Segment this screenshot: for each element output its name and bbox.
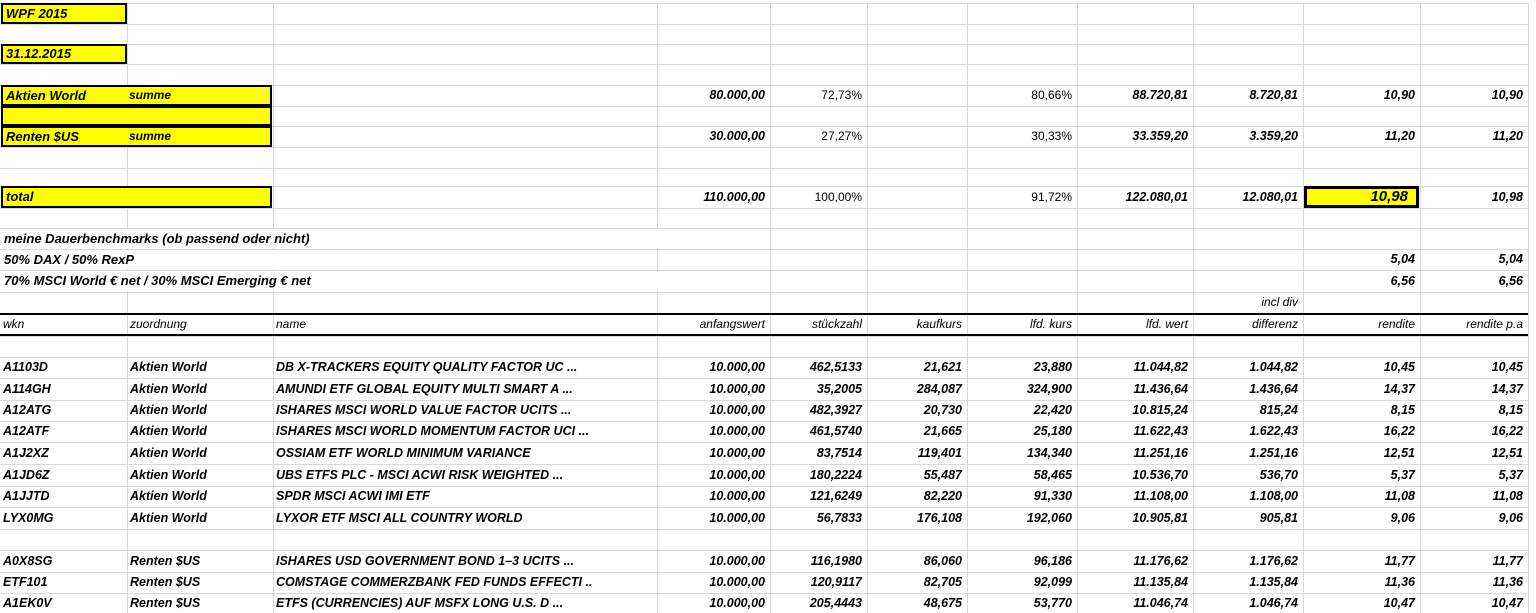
fund-anfangswert[interactable]: 10.000,00: [709, 360, 765, 374]
aktien-rendite-pa[interactable]: 10,90: [1491, 88, 1523, 102]
fund-rendite-pa[interactable]: 12,51: [1491, 446, 1523, 460]
fund-lfd-wert[interactable]: 11.436,64: [1133, 382, 1188, 396]
fund-name[interactable]: COMSTAGE COMMERZBANK FED FUNDS EFFECTI ..: [276, 575, 593, 589]
fund-lfd-wert[interactable]: 11.046,74: [1133, 596, 1188, 610]
fund-kaufkurs[interactable]: 21,621: [923, 360, 962, 374]
fund-rendite-pa[interactable]: 10,45: [1491, 360, 1523, 374]
gridline-h: [0, 147, 1528, 148]
benchmark-dax-rexp-label[interactable]: 50% DAX / 50% RexP: [0, 250, 274, 269]
aktien-lfd-wert[interactable]: 88.720,81: [1132, 88, 1188, 102]
col-header-zuordnung[interactable]: zuordnung: [130, 317, 187, 331]
fund-kaufkurs[interactable]: 86,060: [923, 554, 962, 568]
summary-aktien-label: Aktien World: [6, 88, 86, 103]
fund-anfangswert[interactable]: 10.000,00: [709, 596, 765, 610]
fund-rendite-pa[interactable]: 11,36: [1492, 575, 1523, 589]
col-header-st-ckzahl[interactable]: stückzahl: [811, 317, 862, 331]
fund-wkn[interactable]: ETF101: [3, 575, 48, 589]
fund-zuordnung[interactable]: Aktien World: [130, 360, 207, 374]
aktien-anfangswert[interactable]: 80.000,00: [709, 88, 765, 102]
fund-wkn[interactable]: LYX0MG: [3, 511, 54, 525]
total-label-cell[interactable]: [1, 186, 272, 208]
fund-anfangswert[interactable]: 10.000,00: [709, 511, 765, 525]
total-rendite-pa[interactable]: 10,98: [1491, 190, 1523, 204]
fund-differenz[interactable]: 1.044,82: [1249, 360, 1298, 374]
renten-anteil-lfd[interactable]: 30,33%: [1031, 129, 1072, 143]
fund-rendite-pa[interactable]: 11,08: [1492, 489, 1523, 503]
fund-differenz[interactable]: 1.046,74: [1249, 596, 1298, 610]
fund-name[interactable]: LYXOR ETF MSCI ALL COUNTRY WORLD: [276, 511, 523, 525]
fund-kaufkurs[interactable]: 21,665: [923, 424, 962, 438]
fund-name[interactable]: DB X-TRACKERS EQUITY QUALITY FACTOR UC ...: [276, 360, 578, 374]
gridline-h: [0, 208, 1528, 209]
renten-lfd-wert[interactable]: 33.359,20: [1132, 129, 1188, 143]
fund-wkn[interactable]: A1103D: [3, 360, 48, 374]
fund-stueckzahl[interactable]: 56,7833: [816, 511, 862, 525]
fund-stueckzahl[interactable]: 116,1980: [810, 554, 862, 568]
fund-rendite-pa[interactable]: 16,22: [1491, 424, 1523, 438]
fund-rendite[interactable]: 8,15: [1390, 403, 1415, 417]
summary-spacer-cell[interactable]: [1, 106, 272, 126]
fund-stueckzahl[interactable]: 35,2005: [816, 382, 862, 396]
total-anteil[interactable]: 100,00%: [814, 190, 862, 204]
gridline-v: [273, 3, 274, 613]
fund-name[interactable]: AMUNDI ETF GLOBAL EQUITY MULTI SMART A ...: [276, 382, 573, 396]
fund-rendite-pa[interactable]: 9,06: [1498, 511, 1523, 525]
fund-stueckzahl[interactable]: 83,7514: [816, 446, 862, 460]
fund-zuordnung[interactable]: Renten $US: [130, 596, 201, 610]
fund-stueckzahl[interactable]: 482,3927: [809, 403, 862, 417]
fund-wkn[interactable]: A1JJTD: [3, 489, 50, 503]
fund-name[interactable]: ISHARES USD GOVERNMENT BOND 1–3 UCITS ...: [276, 554, 574, 568]
fund-anfangswert[interactable]: 10.000,00: [709, 403, 765, 417]
fund-anfangswert[interactable]: 10.000,00: [709, 424, 765, 438]
gridline-h: [0, 24, 1528, 25]
col-header-name[interactable]: name: [276, 317, 307, 331]
fund-rendite[interactable]: 12,51: [1383, 446, 1415, 460]
fund-rendite[interactable]: 11,36: [1384, 575, 1415, 589]
summary-renten-sublabel: summe: [129, 129, 172, 143]
incl-div-note: incl div: [1261, 295, 1298, 309]
fund-rendite[interactable]: 9,06: [1390, 511, 1415, 525]
fund-kaufkurs[interactable]: 176,108: [916, 511, 962, 525]
fund-kaufkurs[interactable]: 119,401: [917, 446, 962, 460]
gridline-h: [0, 336, 1528, 337]
fund-lfd-kurs[interactable]: 92,099: [1033, 575, 1072, 589]
gridline-v: [1528, 3, 1529, 613]
col-header-lfd-wert[interactable]: lfd. wert: [1145, 317, 1188, 331]
fund-stueckzahl[interactable]: 120,9117: [810, 575, 862, 589]
fund-name[interactable]: ISHARES MSCI WORLD VALUE FACTOR UCITS ...: [276, 403, 572, 417]
page-title: WPF 2015: [6, 6, 68, 21]
fund-wkn[interactable]: A0X8SG: [3, 554, 53, 568]
fund-stueckzahl[interactable]: 180,2224: [809, 468, 862, 482]
fund-anfangswert[interactable]: 10.000,00: [709, 446, 765, 460]
fund-lfd-kurs[interactable]: 58,465: [1033, 468, 1072, 482]
fund-rendite-pa[interactable]: 11,77: [1492, 554, 1523, 568]
fund-rendite[interactable]: 11,08: [1384, 489, 1415, 503]
fund-zuordnung[interactable]: Aktien World: [130, 489, 207, 503]
fund-kaufkurs[interactable]: 82,705: [923, 575, 962, 589]
fund-kaufkurs[interactable]: 82,220: [923, 489, 962, 503]
date-cell[interactable]: [1, 44, 127, 64]
fund-rendite[interactable]: 10,47: [1383, 596, 1415, 610]
fund-zuordnung[interactable]: Renten $US: [130, 554, 201, 568]
total-rendite-highlight[interactable]: 10,98: [1304, 186, 1419, 208]
benchmark-dax-rexp-rendite-pa[interactable]: 5,04: [1498, 252, 1523, 266]
fund-differenz[interactable]: 1.436,64: [1249, 382, 1298, 396]
col-header-anfangswert[interactable]: anfangswert: [699, 317, 765, 331]
fund-differenz[interactable]: 1.251,16: [1249, 446, 1298, 460]
fund-lfd-wert[interactable]: 11.622,43: [1133, 424, 1188, 438]
fund-anfangswert[interactable]: 10.000,00: [709, 554, 765, 568]
fund-kaufkurs[interactable]: 20,730: [923, 403, 962, 417]
fund-lfd-wert[interactable]: 10.905,81: [1132, 511, 1188, 525]
summary-renten-label-cell[interactable]: [1, 126, 272, 147]
fund-lfd-kurs[interactable]: 23,880: [1033, 360, 1072, 374]
fund-anfangswert[interactable]: 10.000,00: [709, 489, 765, 503]
benchmarks-heading[interactable]: meine Dauerbenchmarks (ob passend oder nicht): [0, 229, 659, 248]
fund-wkn[interactable]: A114GH: [3, 382, 51, 396]
summary-aktien-label-cell[interactable]: [1, 85, 272, 106]
total-label: total: [6, 189, 34, 204]
fund-wkn[interactable]: A1J2XZ: [3, 446, 49, 460]
benchmark-msci-label[interactable]: 70% MSCI World € net / 30% MSCI Emerging € net: [0, 271, 659, 291]
gridline-h: [0, 44, 1528, 45]
gridline-h: [0, 3, 1528, 4]
col-header-lfd-kurs[interactable]: lfd. kurs: [1029, 317, 1072, 331]
renten-rendite[interactable]: 11,20: [1384, 129, 1415, 143]
fund-stueckzahl[interactable]: 121,6249: [809, 489, 862, 503]
gridline-h: [0, 168, 1528, 169]
col-header-kaufkurs[interactable]: kaufkurs: [916, 317, 962, 331]
total-differenz[interactable]: 12.080,01: [1242, 190, 1298, 204]
fund-lfd-wert[interactable]: 11.044,82: [1133, 360, 1188, 374]
fund-zuordnung[interactable]: Aktien World: [130, 468, 207, 482]
fund-lfd-kurs[interactable]: 134,340: [1026, 446, 1072, 460]
renten-anfangswert[interactable]: 30.000,00: [709, 129, 765, 143]
fund-lfd-kurs[interactable]: 324,900: [1026, 382, 1072, 396]
fund-lfd-wert[interactable]: 10.536,70: [1132, 468, 1188, 482]
col-header-rendite[interactable]: rendite: [1378, 317, 1415, 331]
fund-rendite[interactable]: 14,37: [1383, 382, 1415, 396]
summary-aktien-sublabel: summe: [129, 88, 172, 102]
summary-renten-label: Renten $US: [6, 129, 79, 144]
fund-zuordnung[interactable]: Aktien World: [130, 511, 207, 525]
fund-anfangswert[interactable]: 10.000,00: [709, 468, 765, 482]
benchmark-msci-rendite[interactable]: 6,56: [1390, 274, 1415, 288]
fund-lfd-wert[interactable]: 11.251,16: [1133, 446, 1188, 460]
fund-rendite[interactable]: 16,22: [1383, 424, 1415, 438]
total-anfangswert[interactable]: 110.000,00: [703, 190, 765, 204]
total-lfd-wert[interactable]: 122.080,01: [1125, 190, 1188, 204]
fund-name[interactable]: UBS ETFS PLC - MSCI ACWI RISK WEIGHTED ...: [276, 468, 564, 482]
fund-zuordnung[interactable]: Aktien World: [130, 403, 207, 417]
fund-differenz[interactable]: 815,24: [1259, 403, 1298, 417]
fund-zuordnung[interactable]: Aktien World: [130, 382, 207, 396]
fund-lfd-kurs[interactable]: 91,330: [1033, 489, 1072, 503]
fund-rendite[interactable]: 5,37: [1390, 468, 1415, 482]
fund-name[interactable]: OSSIAM ETF WORLD MINIMUM VARIANCE: [276, 446, 531, 460]
renten-anteil[interactable]: 27,27%: [821, 129, 862, 143]
col-header-wkn[interactable]: wkn: [3, 317, 25, 331]
fund-lfd-wert[interactable]: 11.108,00: [1133, 489, 1188, 503]
fund-zuordnung[interactable]: Renten $US: [130, 575, 201, 589]
benchmark-dax-rexp-rendite[interactable]: 5,04: [1390, 252, 1415, 266]
fund-rendite[interactable]: 11,77: [1384, 554, 1415, 568]
fund-rendite-pa[interactable]: 5,37: [1498, 468, 1523, 482]
gridline-h: [0, 64, 1528, 65]
fund-rendite-pa[interactable]: 14,37: [1491, 382, 1523, 396]
fund-lfd-kurs[interactable]: 53,770: [1033, 596, 1072, 610]
fund-name[interactable]: ISHARES MSCI WORLD MOMENTUM FACTOR UCI ...: [276, 424, 589, 438]
fund-lfd-wert[interactable]: 11.135,84: [1133, 575, 1188, 589]
renten-differenz[interactable]: 3.359,20: [1249, 129, 1298, 143]
fund-kaufkurs[interactable]: 48,675: [923, 596, 962, 610]
total-anteil-lfd[interactable]: 91,72%: [1031, 190, 1072, 204]
fund-differenz[interactable]: 1.622,43: [1249, 424, 1298, 438]
fund-rendite[interactable]: 10,45: [1383, 360, 1415, 374]
fund-lfd-kurs[interactable]: 96,186: [1033, 554, 1072, 568]
fund-stueckzahl[interactable]: 205,4443: [809, 596, 862, 610]
fund-rendite-pa[interactable]: 10,47: [1491, 596, 1523, 610]
aktien-anteil-lfd[interactable]: 80,66%: [1031, 88, 1072, 102]
fund-lfd-kurs[interactable]: 25,180: [1033, 424, 1072, 438]
fund-lfd-kurs[interactable]: 192,060: [1026, 511, 1072, 525]
fund-zuordnung[interactable]: Aktien World: [130, 424, 207, 438]
fund-kaufkurs[interactable]: 284,087: [916, 382, 962, 396]
fund-differenz[interactable]: 1.135,84: [1249, 575, 1298, 589]
fund-lfd-wert[interactable]: 11.176,62: [1133, 554, 1188, 568]
renten-rendite-pa[interactable]: 11,20: [1492, 129, 1523, 143]
fund-wkn[interactable]: A12ATG: [3, 403, 52, 417]
fund-name[interactable]: ETFS (CURRENCIES) AUF MSFX LONG U.S. D ...: [276, 596, 564, 610]
aktien-rendite[interactable]: 10,90: [1383, 88, 1415, 102]
fund-stueckzahl[interactable]: 461,5740: [809, 424, 862, 438]
aktien-anteil[interactable]: 72,73%: [821, 88, 862, 102]
fund-lfd-wert[interactable]: 10.815,24: [1132, 403, 1188, 417]
gridline-h: [0, 529, 1528, 530]
fund-kaufkurs[interactable]: 55,487: [923, 468, 962, 482]
col-header-rendite-p-a[interactable]: rendite p.a: [1466, 317, 1523, 331]
fund-name[interactable]: SPDR MSCI ACWI IMI ETF: [276, 489, 430, 503]
fund-anfangswert[interactable]: 10.000,00: [709, 575, 765, 589]
fund-lfd-kurs[interactable]: 22,420: [1033, 403, 1072, 417]
fund-wkn[interactable]: A1JD6Z: [3, 468, 50, 482]
fund-differenz[interactable]: 1.176,62: [1249, 554, 1298, 568]
benchmark-msci-rendite-pa[interactable]: 6,56: [1498, 274, 1523, 288]
fund-differenz[interactable]: 536,70: [1259, 468, 1298, 482]
fund-stueckzahl[interactable]: 462,5133: [809, 360, 862, 374]
fund-anfangswert[interactable]: 10.000,00: [709, 382, 765, 396]
aktien-differenz[interactable]: 8.720,81: [1249, 88, 1298, 102]
fund-zuordnung[interactable]: Aktien World: [130, 446, 207, 460]
fund-wkn[interactable]: A12ATF: [3, 424, 50, 438]
fund-differenz[interactable]: 905,81: [1259, 511, 1298, 525]
fund-differenz[interactable]: 1.108,00: [1249, 489, 1298, 503]
col-header-differenz[interactable]: differenz: [1251, 317, 1298, 331]
fund-wkn[interactable]: A1EK0V: [3, 596, 52, 610]
title-cell[interactable]: [1, 3, 127, 24]
fund-rendite-pa[interactable]: 8,15: [1498, 403, 1523, 417]
report-date: 31.12.2015: [6, 46, 72, 61]
